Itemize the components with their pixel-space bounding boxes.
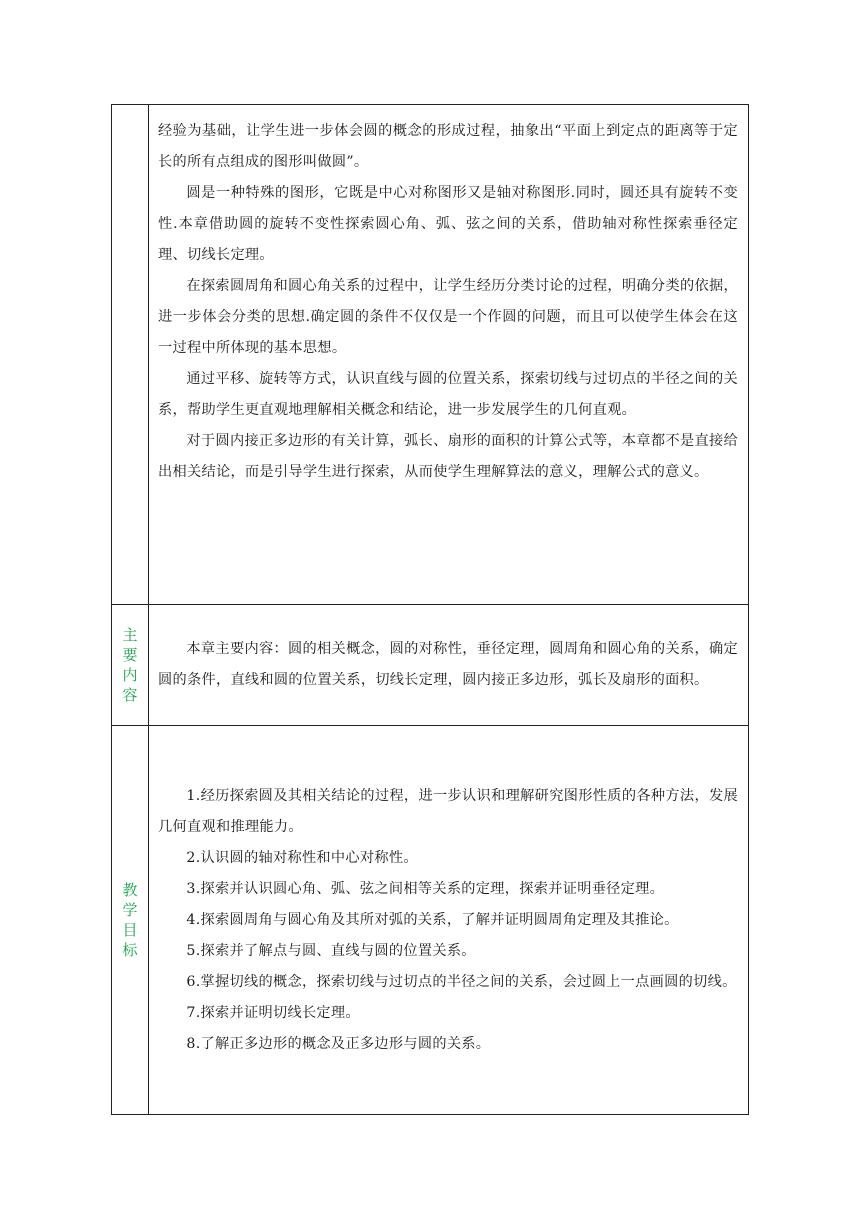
goal-item: 5.探索并了解点与圆、直线与圆的位置关系。 xyxy=(186,942,476,959)
row-content-cell xyxy=(149,105,749,605)
paragraph: 通过平移、旋转等方式，认识直线与圆的位置关系，探索切线与过切点的半径之间的关系，帮助学生更直观地理解相关概念和结论，进一步发展学生的几何直观。 xyxy=(158,371,738,418)
goal-item: 2.认识圆的轴对称性和中心对称性。 xyxy=(186,849,418,866)
row-content-cell xyxy=(149,726,749,1115)
row-content-cell xyxy=(149,605,749,726)
row-label-main-content: 主要内容 xyxy=(122,626,138,704)
goal-item: 4.探索圆周角与圆心角及其所对弧的关系，了解并证明圆周角定理及其推论。 xyxy=(186,911,679,928)
row-label-teaching-goals: 教学目标 xyxy=(122,881,138,959)
paragraph: 本章主要内容：圆的相关概念，圆的对称性，垂径定理，圆周角和圆心角的关系，确定圆的条件，直线和圆的位置关系，切线长定理，圆内接正多边形，弧长及扇形的面积。 xyxy=(158,641,738,688)
lesson-table xyxy=(111,104,749,1115)
goal-item: 7.探索并证明切线长定理。 xyxy=(186,1004,360,1021)
row-label-cell xyxy=(112,105,149,605)
row-label-cell xyxy=(112,726,149,1115)
paragraph: 圆是一种特殊的图形，它既是中心对称图形又是轴对称图形.同时，圆还具有旋转不变性.本章借助圆的旋转不变性探索圆心角、弧、弦之间的关系，借助轴对称性探索垂径定理、切线长定理。 xyxy=(158,185,738,263)
paragraph: 经验为基础，让学生进一步体会圆的概念的形成过程，抽象出“平面上到定点的距离等于定长的所有点组成的图形叫做圆”。 xyxy=(158,123,738,170)
paragraph: 对于圆内接正多边形的有关计算，弧长、扇形的面积的计算公式等，本章都不是直接给出相关结论，而是引导学生进行探索，从而使学生理解算法的意义，理解公式的意义。 xyxy=(158,433,738,480)
table-row-teaching-goals xyxy=(112,726,749,1115)
paragraph: 在探索圆周角和圆心角关系的过程中，让学生经历分类讨论的过程，明确分类的依据，进一步体会分类的思想.确定圆的条件不仅仅是一个作圆的问题，而且可以使学生体会在这一过程中所体现的基本思想。 xyxy=(158,278,738,356)
table-row-main-content xyxy=(112,605,749,726)
goal-item: 1.经历探索圆及其相关结论的过程，进一步认识和理解研究图形性质的各种方法，发展几何直观和推理能力。 xyxy=(158,787,738,835)
table-row-chapter-analysis xyxy=(112,105,749,605)
row-label-cell xyxy=(112,605,149,726)
goal-item: 6.掌握切线的概念，探索切线与过切点的半径之间的关系，会过圆上一点画圆的切线。 xyxy=(186,973,737,990)
goal-item: 8.了解正多边形的概念及正多边形与圆的关系。 xyxy=(186,1035,491,1052)
goal-item: 3.探索并认识圆心角、弧、弦之间相等关系的定理，探索并证明垂径定理。 xyxy=(186,880,665,897)
